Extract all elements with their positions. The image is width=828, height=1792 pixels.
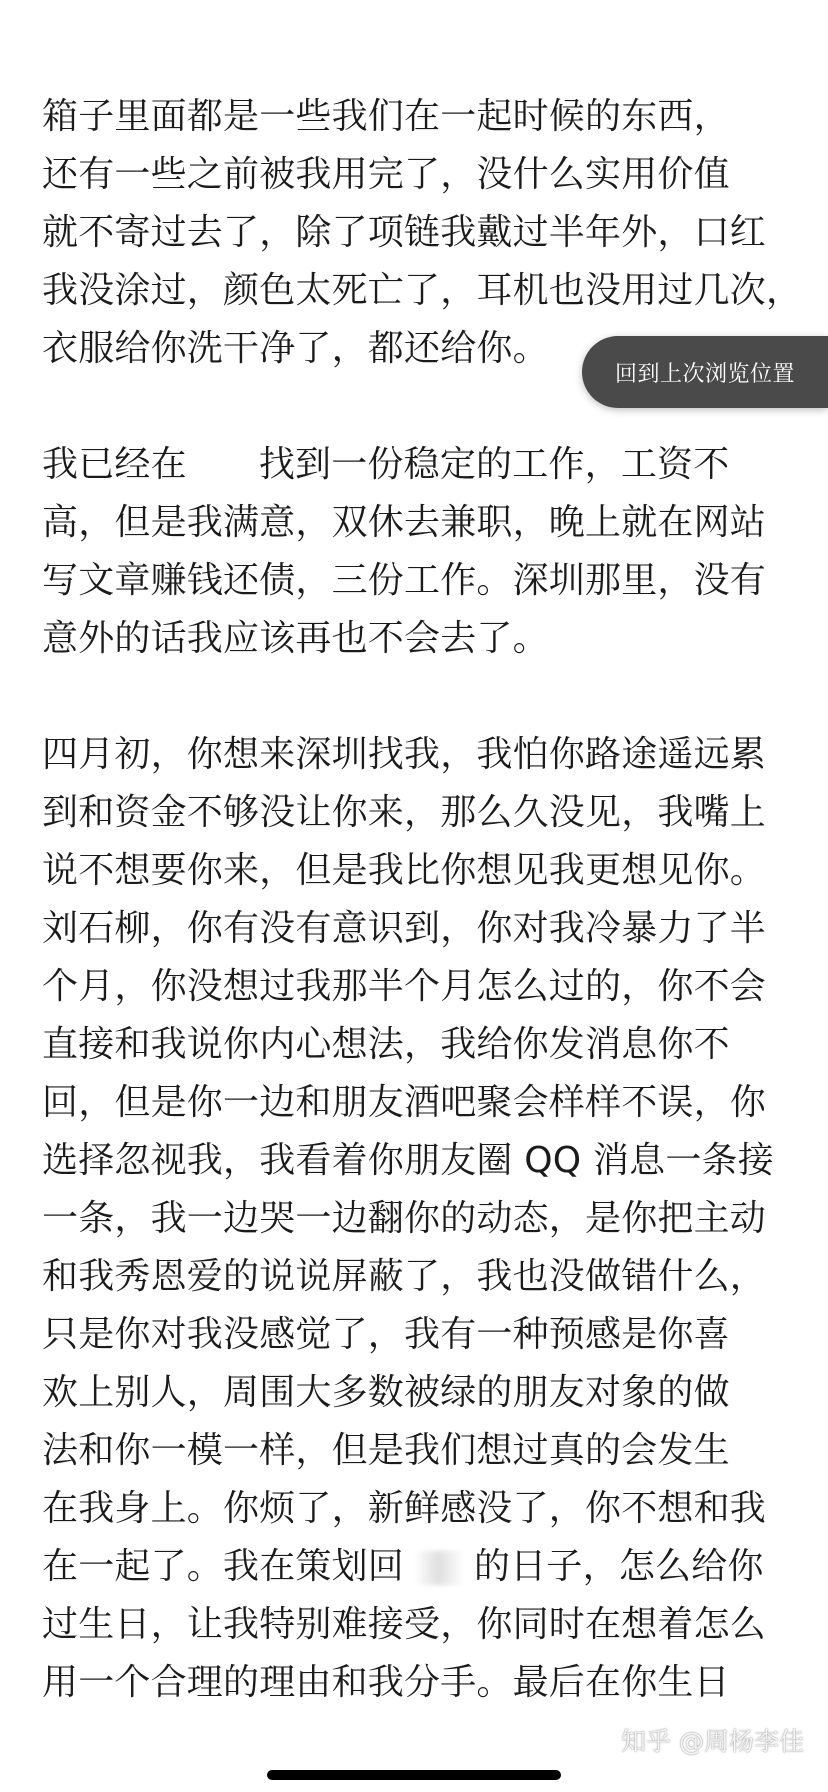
- text-line: 写文章赚钱还债，三份工作。深圳那里，没有: [42, 560, 767, 601]
- text-line: 我没涂过，颜色太死亡了，耳机也没用过几次，: [42, 270, 803, 311]
- text-line: 衣服给你洗干净了，都还给你。: [42, 328, 549, 369]
- text-line: 箱子里面都是一些我们在一起时候的东西，: [42, 96, 730, 137]
- paragraph-3: [42, 726, 792, 1712]
- text-line: [42, 436, 792, 494]
- text-line: 刘石柳，你有没有意识到，你对我冷暴力了半: [42, 908, 767, 949]
- text-segment: 我已经在: [42, 444, 187, 485]
- text-line: 个月，你没想过我那半个月怎么过的，你不会: [42, 966, 767, 1007]
- text-line: 就不寄过去了，除了项链我戴过半年外，口红: [42, 212, 767, 253]
- text-line: 法和你一模一样，但是我们想过真的会发生: [42, 1430, 730, 1471]
- text-line: 还有一些之前被我用完了，没什么实用价值: [42, 154, 730, 195]
- text-line: 说不想要你来，但是我比你想见我更想见你。: [42, 850, 767, 891]
- text-line: 一条，我一边哭一边翻你的动态，是你把主动: [42, 1198, 767, 1239]
- text-segment: 在一起了。我在策划回: [42, 1546, 405, 1587]
- zhihu-watermark: [621, 1722, 804, 1758]
- watermark-text: 知乎 @周杨李佳: [621, 1727, 804, 1756]
- text-line: [42, 1538, 792, 1596]
- text-line: 用一个合理的理由和我分手。最后在你生日: [42, 1662, 730, 1703]
- text-line: 欢上别人，周围大多数被绿的朋友对象的做: [42, 1372, 730, 1413]
- return-to-last-position-button[interactable]: [582, 336, 828, 408]
- text-segment: 找到一份稳定的工作，工资不: [258, 444, 730, 485]
- paragraph-2: [42, 436, 792, 668]
- text-line: 回，但是你一边和朋友酒吧聚会样样不误，你: [42, 1082, 767, 1123]
- text-line: 只是你对我没感觉了，我有一种预感是你喜: [42, 1314, 730, 1355]
- home-indicator[interactable]: [267, 1770, 561, 1780]
- blurred-redaction: [414, 1551, 464, 1585]
- text-line: 选择忽视我，我看着你朋友圈 QQ 消息一条接: [42, 1140, 774, 1181]
- paragraph-1: [42, 88, 803, 378]
- text-line: 直接和我说你内心想法，我给你发消息你不: [42, 1024, 730, 1065]
- text-line: 在我身上。你烦了，新鲜感没了，你不想和我: [42, 1488, 767, 1529]
- text-line: 过生日，让我特别难接受，你同时在想着怎么: [42, 1604, 767, 1645]
- text-line: 意外的话我应该再也不会去了。: [42, 618, 549, 659]
- return-button-label: 回到上次浏览位置: [614, 361, 795, 387]
- text-line: 高，但是我满意，双休去兼职，晚上就在网站: [42, 502, 767, 543]
- text-segment: 的日子，怎么给你: [474, 1546, 764, 1587]
- text-line: 到和资金不够没让你来，那么久没见，我嘴上: [42, 792, 767, 833]
- text-line: 四月初，你想来深圳找我，我怕你路途遥远累: [42, 734, 767, 775]
- text-line: 和我秀恩爱的说说屏蔽了，我也没做错什么，: [42, 1256, 767, 1297]
